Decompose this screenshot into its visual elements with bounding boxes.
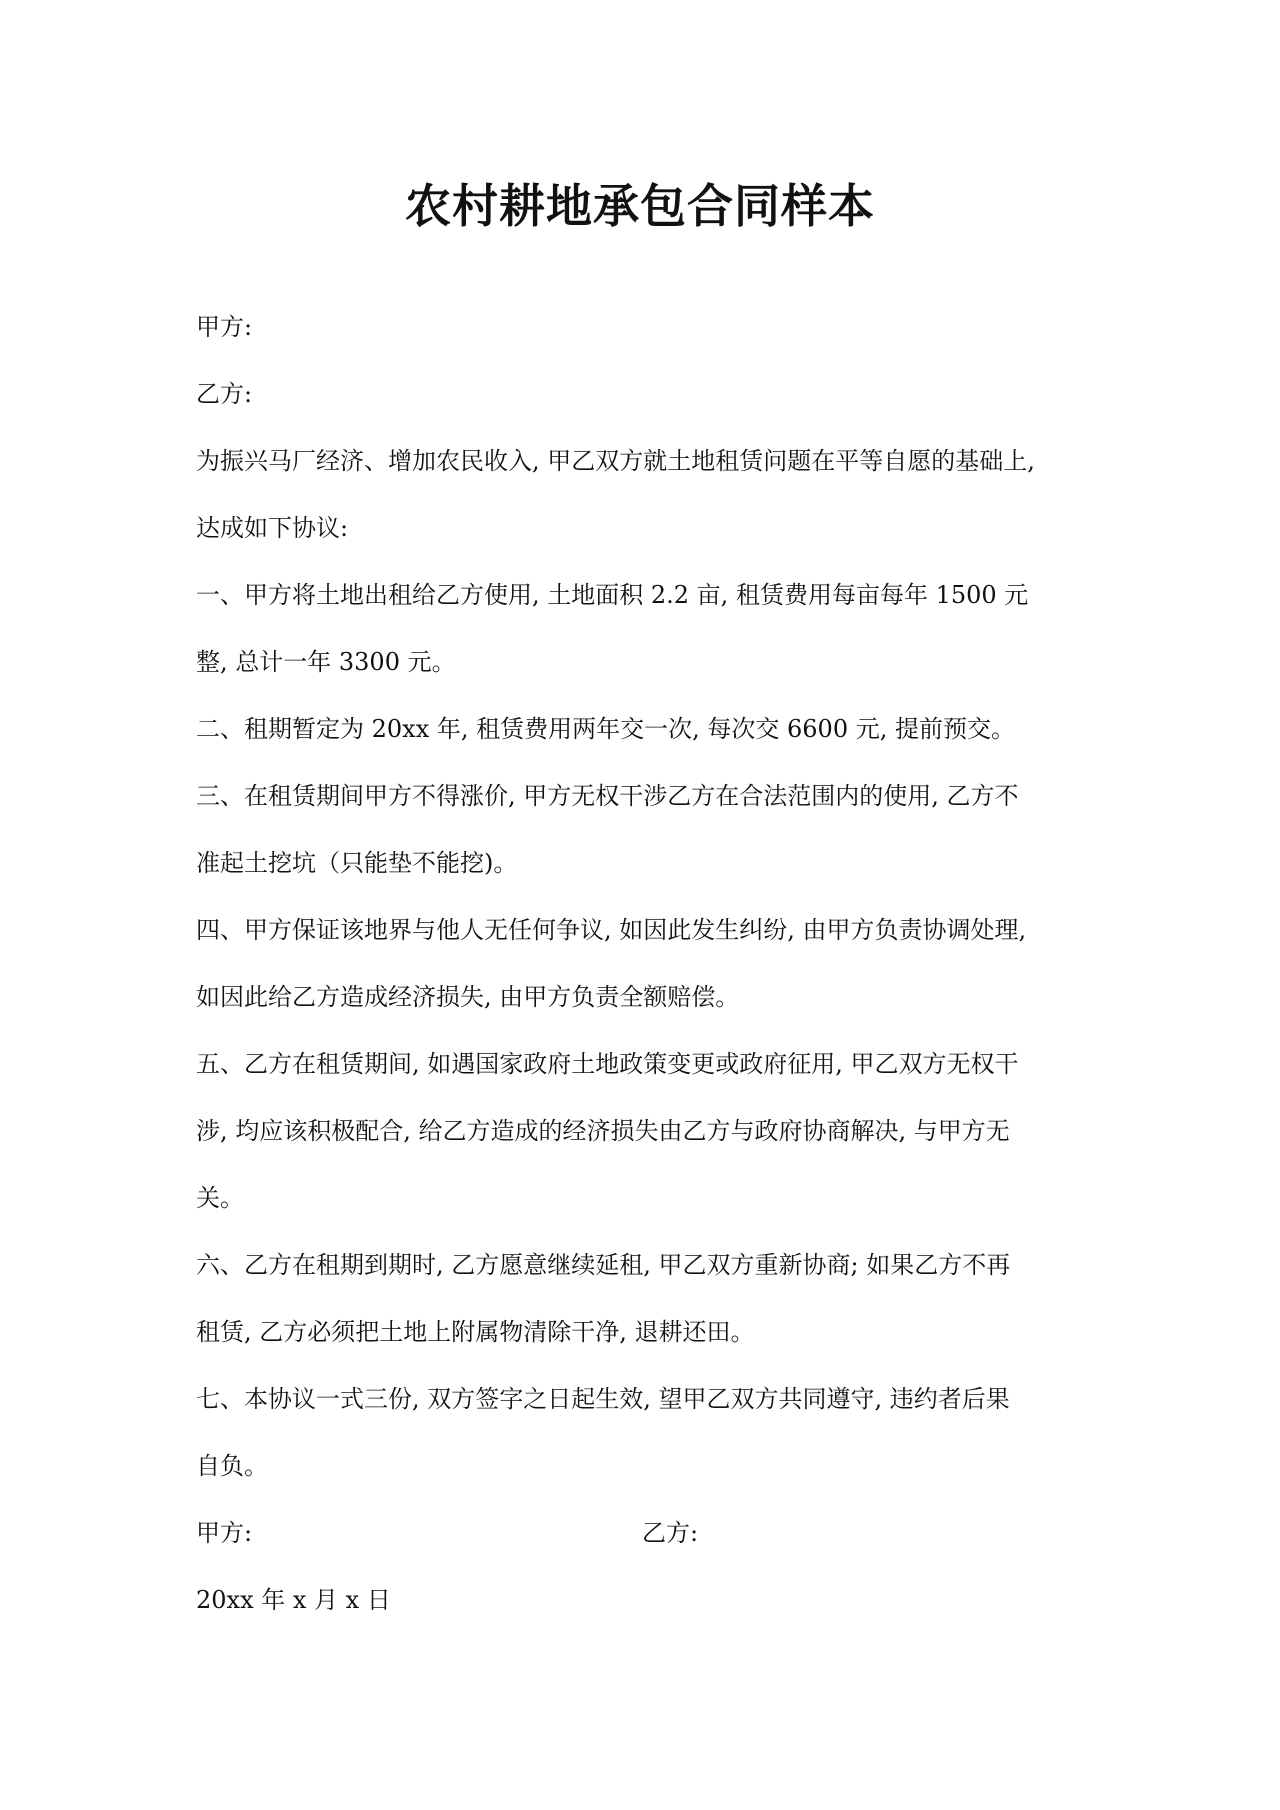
clause-6-line-1: 六、乙方在租期到期时, 乙方愿意继续延租, 甲乙双方重新协商; 如果乙方不再 — [196, 1251, 1011, 1279]
clause-1-line-2: 整, 总计一年 3300 元。 — [196, 648, 456, 676]
party-a-label: 甲方: — [196, 313, 253, 341]
clause-3-line-2: 准起土挖坑（只能垫不能挖)。 — [196, 849, 518, 877]
document-title: 农村耕地承包合同样本 — [405, 179, 875, 233]
clause-2-line-1: 二、租期暂定为 20xx 年, 租赁费用两年交一次, 每次交 6600 元, 提前预交。 — [196, 715, 1015, 743]
document-date: 20xx 年 x 月 x 日 — [196, 1586, 391, 1614]
clause-5-line-1: 五、乙方在租赁期间, 如遇国家政府土地政策变更或政府征用, 甲乙双方无权干 — [196, 1050, 1019, 1078]
clause-7-line-2: 自负。 — [196, 1452, 268, 1480]
clause-5-line-3: 关。 — [196, 1184, 244, 1212]
signature-row — [196, 1500, 1100, 1567]
clause-4-line-2: 如因此给乙方造成经济损失, 由甲方负责全额赔偿。 — [196, 983, 740, 1011]
party-b-label: 乙方: — [196, 380, 253, 408]
clause-4-line-1: 四、甲方保证该地界与他人无任何争议, 如因此发生纠纷, 由甲方负责协调处理, — [196, 916, 1027, 944]
signature-party-b: 乙方: — [642, 1519, 699, 1547]
clause-5-line-2: 涉, 均应该积极配合, 给乙方造成的经济损失由乙方与政府协商解决, 与甲方无 — [196, 1117, 1010, 1145]
document-body — [196, 294, 1100, 1634]
clause-1-line-1: 一、甲方将土地出租给乙方使用, 土地面积 2.2 亩, 租赁费用每亩每年 1500 元 — [196, 581, 1029, 609]
signature-party-a: 甲方: — [196, 1519, 253, 1547]
clause-6-line-2: 租赁, 乙方必须把土地上附属物清除干净, 退耕还田。 — [196, 1318, 755, 1346]
preamble-line-1: 为振兴马厂经济、增加农民收入, 甲乙双方就土地租赁问题在平等自愿的基础上, — [196, 447, 1035, 475]
clause-3-line-1: 三、在租赁期间甲方不得涨价, 甲方无权干涉乙方在合法范围内的使用, 乙方不 — [196, 782, 1019, 810]
preamble-line-2: 达成如下协议: — [196, 514, 349, 542]
clause-7-line-1: 七、本协议一式三份, 双方签字之日起生效, 望甲乙双方共同遵守, 违约者后果 — [196, 1385, 1010, 1413]
